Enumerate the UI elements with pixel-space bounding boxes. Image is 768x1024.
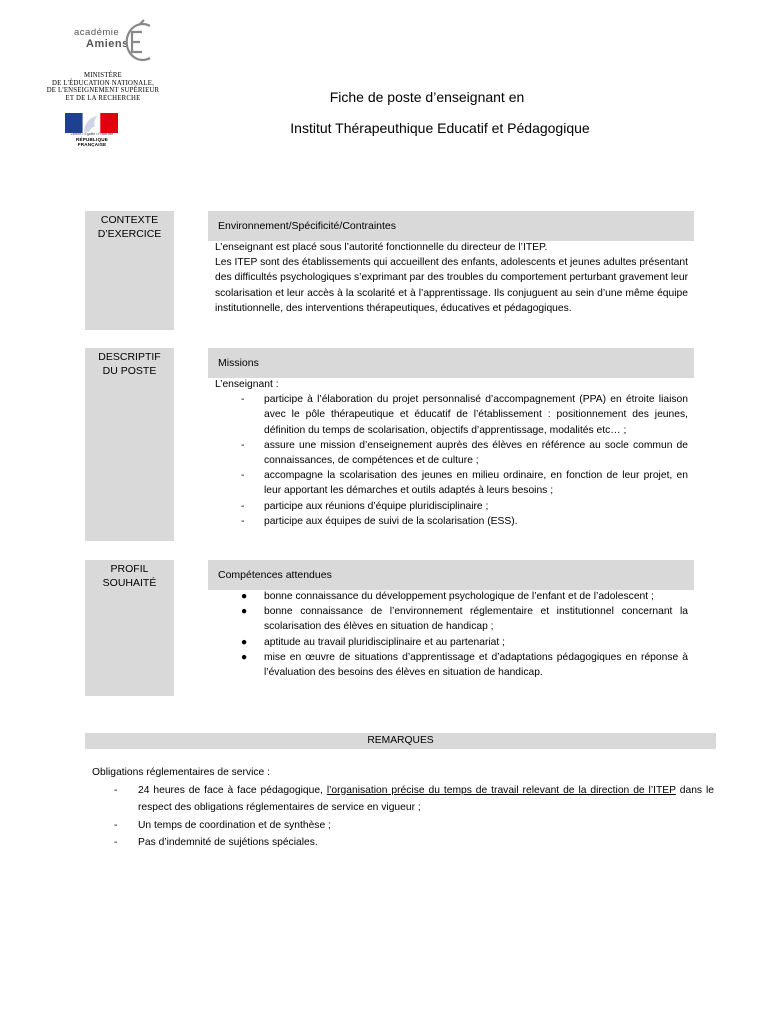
list-item: - participe à l’élaboration du projet personnalisé d’accompagnement (PPA) en étroite liaison avec le pôle thérapeutique et éducatif de l’établissement : positionnement des jeunes, définition du temps de scolarisation, objectifs d’apprentissage, modalités etc… ; [241, 394, 688, 436]
contexte-label-line1: CONTEXTE [100, 214, 159, 226]
remarques-list [92, 782, 714, 852]
list-item: - Pas d’indemnité de sujétions spéciales. [92, 834, 714, 852]
contexte-para1: L’enseignant est placé sous l’autorité fonctionnelle du directeur de l’ITEP. [215, 242, 548, 253]
contexte-label-box [85, 211, 174, 330]
bullet-marker: ● [241, 636, 248, 648]
contexte-label-line2: D’EXERCICE [97, 227, 162, 240]
dash-marker: - [241, 470, 245, 482]
missions-list [215, 392, 688, 529]
rf-name: RÉPUBLIQUE FRANÇAISE [75, 137, 109, 147]
list-item: - participe aux réunions d’équipe pluridisciplinaire ; [215, 499, 688, 514]
academie-logo-city: Amiens [86, 38, 129, 50]
list-item: - assure une mission d’enseignement auprès des élèves en référence au socle commun de connaissances, de compétences et de culture ; [241, 439, 688, 467]
descriptif-label-line1: DESCRIPTIF [98, 351, 161, 363]
dash-marker: - [241, 394, 245, 406]
bullet-marker: ● [241, 606, 248, 618]
profil-body [215, 589, 688, 680]
contexte-para2: Les ITEP sont des établissements qui accueillent des enfants, adolescents et jeunes adultes présentant des difficultés psychologiques s’exprimant par des troubles du comportement perturbant gravement leur scolarisation et leur accès à la scolarité et à l’apprentissage. Ils conjuguent au sein d’une même équipe institutionnelle, des interventions thérapeutiques, éducatives et pédagogiques. [215, 257, 688, 314]
rf-devise: Liberté • Égalité • Fraternité [70, 132, 114, 136]
remarques-body [92, 764, 714, 852]
list-item: ● mise en œuvre de situations d’apprentissage et d’adaptations pédagogiques en réponse à l’évaluation des besoins des élèves en situation de handicap. [241, 651, 688, 679]
profil-label-line1: PROFIL [110, 563, 149, 575]
descriptif-heading: Missions [208, 348, 694, 378]
page-title-line2: Institut Thérapeuthique Educatif et Pédagogique [290, 120, 590, 136]
dash-marker: - [114, 819, 118, 831]
bullet-marker: ● [241, 651, 248, 663]
list-item: - 24 heures de face à face pédagogique, l’organisation précise du temps de travail relevant de la direction de l’ITEP dans le respect des obligations réglementaires de service en vigueur ; [92, 782, 714, 817]
profil-label-line2: SOUHAITÉ [102, 576, 157, 589]
list-item: ● bonne connaissance de l’environnement réglementaire et institutionnel concernant la scolarisation des élèves en situation de handicap ; [241, 606, 688, 633]
dash-marker: - [241, 515, 245, 527]
dash-marker: - [114, 837, 118, 848]
bullet-marker: ● [241, 591, 248, 602]
descriptif-intro: L’enseignant : [215, 379, 279, 390]
contexte-heading: Environnement/Spécificité/Contraintes [208, 211, 694, 241]
page-title-line1: Fiche de poste d’enseignant en [329, 89, 525, 105]
dash-marker: - [114, 784, 118, 796]
ministere-name: MINISTÈRE DE L'ÉDUCATION NATIONALE, DE L'ENSEIGNEMENT SUPÉRIEUR ET DE LA RECHERCHE [46, 72, 160, 102]
remarques-heading: REMARQUES [85, 733, 716, 749]
remarques-intro: Obligations réglementaires de service : [92, 767, 270, 778]
contexte-body [215, 240, 688, 316]
dash-marker: - [241, 439, 245, 451]
descriptif-body [215, 377, 688, 529]
competences-list [215, 589, 688, 680]
dash-marker: - [241, 500, 245, 512]
list-item: - accompagne la scolarisation des jeunes en milieu ordinaire, en fonction de leur projet, en leur apportant les démarches et outils adaptés à leurs besoins ; [241, 470, 688, 497]
descriptif-label-box [85, 348, 174, 541]
academie-e-logo-icon [120, 14, 154, 66]
list-item: ● bonne connaissance du développement psychologique de l’enfant et de l’adolescent ; [215, 589, 688, 604]
list-item: - Un temps de coordination et de synthèse ; [92, 817, 714, 835]
profil-label-box [85, 560, 174, 696]
descriptif-label-line2: DU POSTE [102, 364, 157, 377]
profil-heading: Compétences attendues [208, 560, 694, 590]
underlined-text: l’organisation précise du temps de travail relevant de la direction de l’ITEP [326, 784, 676, 796]
list-item: - participe aux équipes de suivi de la scolarisation (ESS). [215, 514, 688, 529]
list-item: ● aptitude au travail pluridisciplinaire et au partenariat ; [215, 635, 688, 650]
academie-logo-text: académie [74, 27, 120, 38]
